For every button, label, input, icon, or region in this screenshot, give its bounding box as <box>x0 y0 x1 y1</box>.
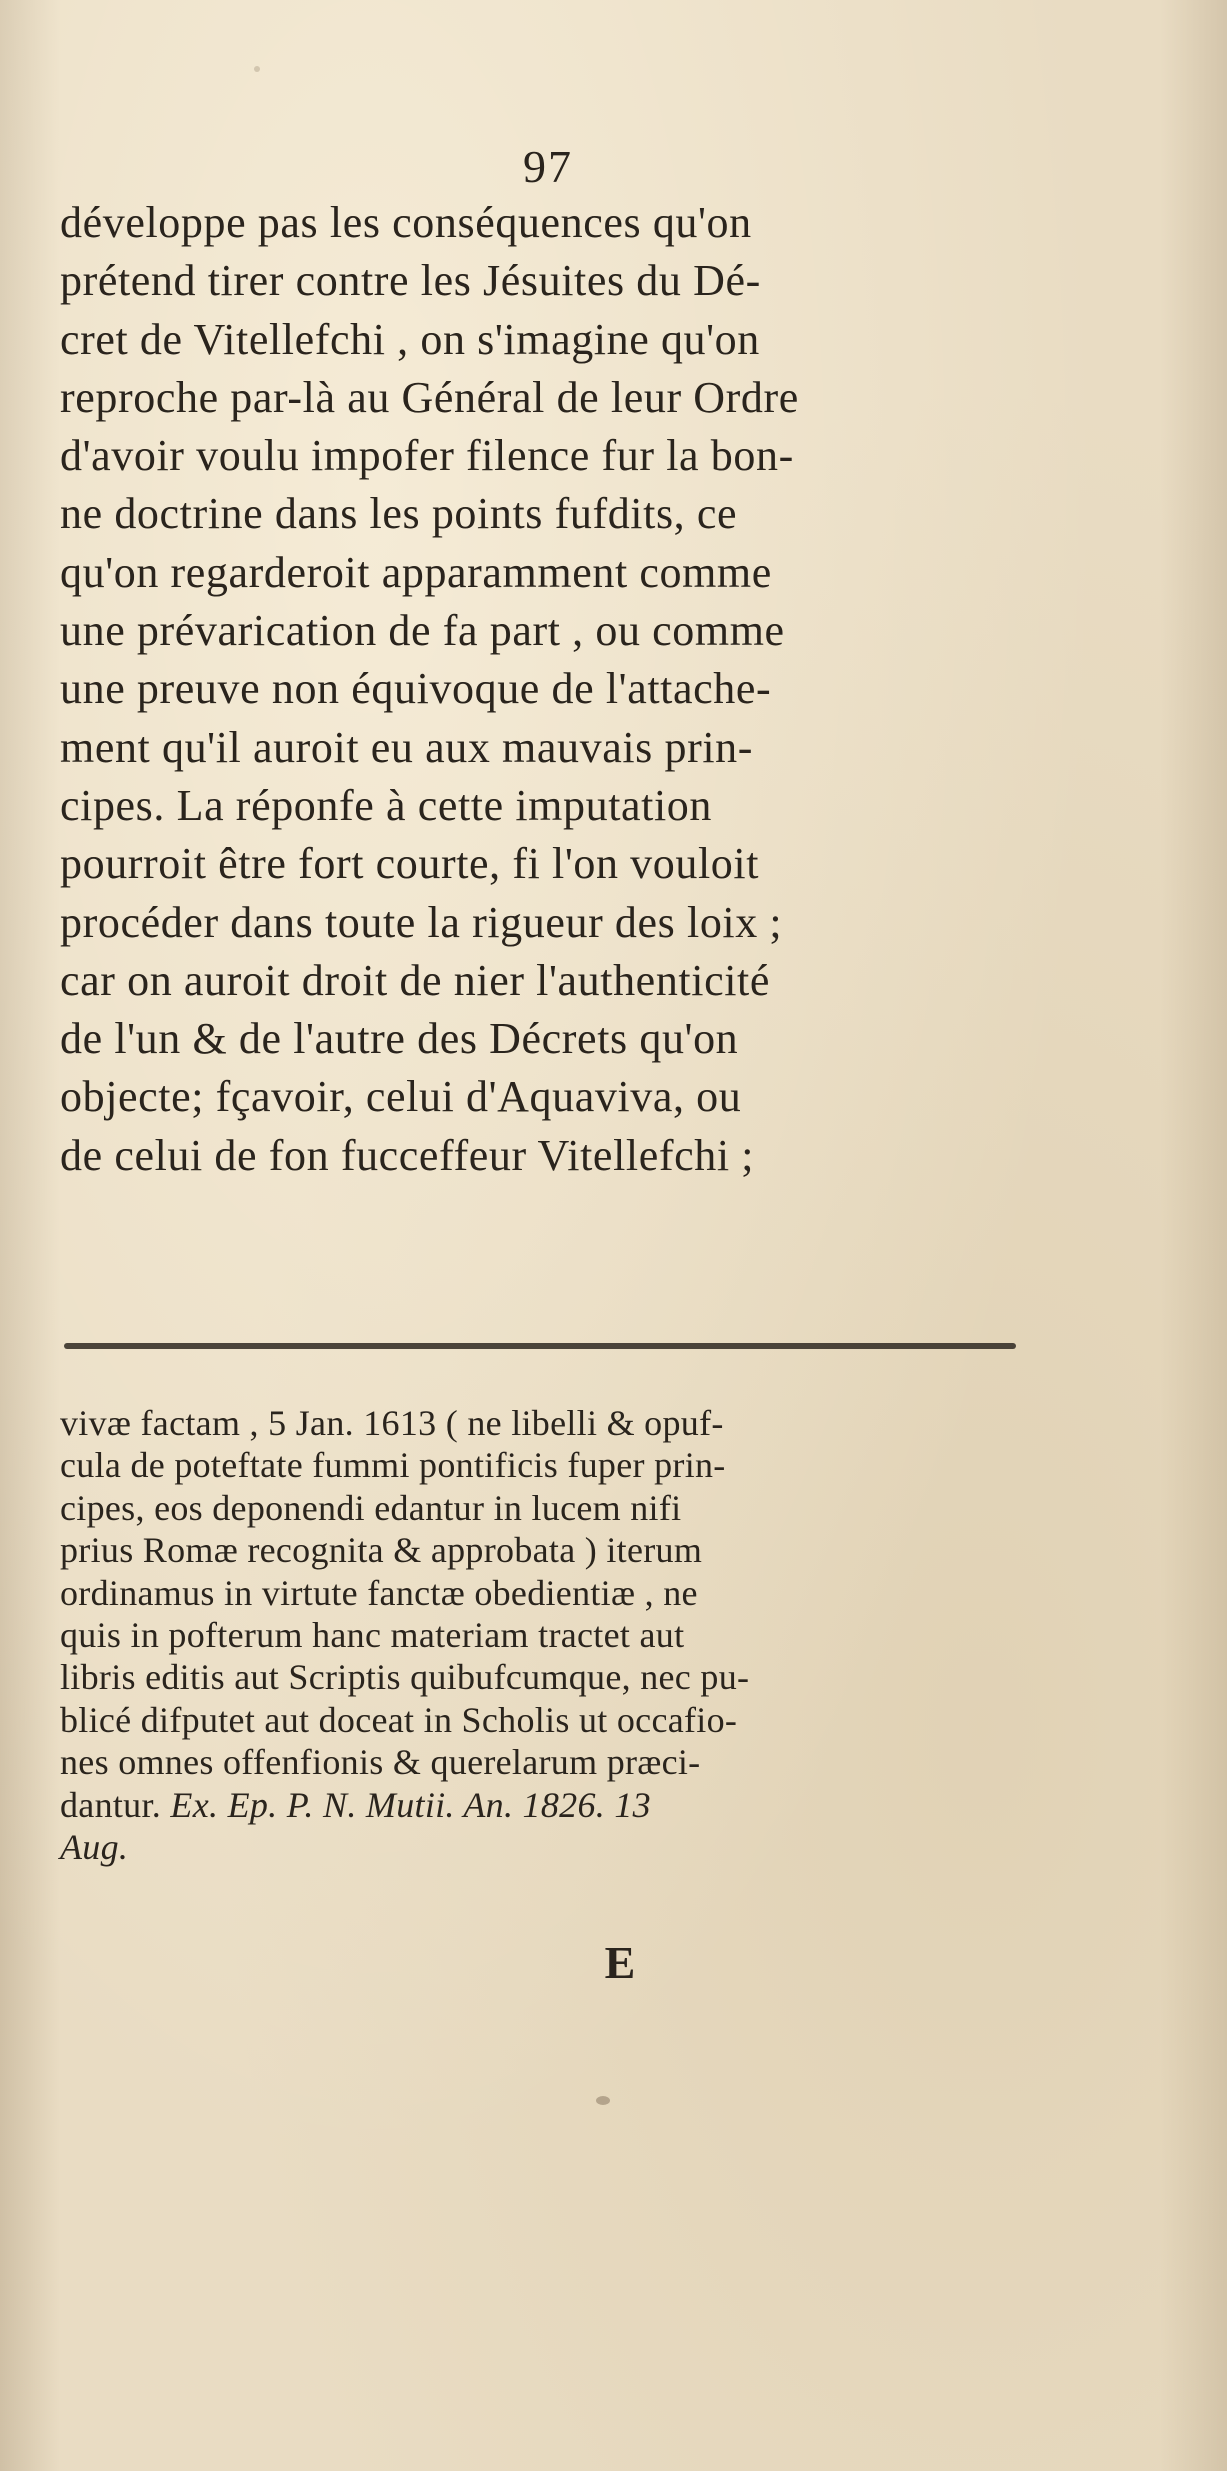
ink-spot <box>596 2096 610 2105</box>
footnote-line: nes omnes offenfionis & querelarum præci- <box>60 1742 701 1783</box>
ink-spot <box>254 66 260 72</box>
footnote-line: quis in pofterum hanc materiam tractet aut <box>60 1614 685 1655</box>
text-line: de celui de fon fucceffeur Vitellefchi ; <box>60 1130 755 1180</box>
text-line: qu'on regarderoit apparamment comme <box>60 547 772 597</box>
text-line: objecte; fçavoir, celui d'Aquaviva, ou <box>60 1072 742 1122</box>
footnote-line: cipes, eos deponendi edantur in lucem nifi <box>60 1487 682 1528</box>
footnote-line: vivæ factam , 5 Jan. 1613 ( ne libelli & opuf- <box>60 1403 724 1443</box>
footnote-citation-source: Ex. Ep. P. N. Mutii. An. 1826. 13 <box>170 1784 651 1825</box>
text-line: pourroit être fort courte, fi l'on vouloit <box>60 839 760 889</box>
text-line: cret de Vitellefchi , on s'imagine qu'on <box>60 314 760 364</box>
text-line: développe pas les conséquences qu'on <box>60 198 752 247</box>
footnote-line: libris editis aut Scriptis quibufcumque, nec pu- <box>60 1657 750 1698</box>
text-line: reproche par-là au Général de leur Ordre <box>60 372 799 422</box>
text-line: cipes. La réponfe à cette imputation <box>60 780 712 830</box>
signature-mark: E <box>604 1937 636 1988</box>
text-line: une prévarication de fa part , ou comme <box>60 606 785 656</box>
text-line: ment qu'il auroit eu aux mauvais prin- <box>60 722 754 772</box>
footnote-divider-rule <box>64 1343 1016 1349</box>
footnote-block <box>60 1402 1060 1868</box>
footnote-citation-prefix: dantur. <box>60 1784 162 1825</box>
main-text-block <box>60 194 1070 1185</box>
footnote-citation-month-text: Aug. <box>60 1826 129 1867</box>
footnote-line: ordinamus in virtute fanctæ obedientiæ , ne <box>60 1572 698 1613</box>
page-number: 97 <box>523 141 573 192</box>
text-line: d'avoir voulu impofer filence fur la bon- <box>60 431 794 481</box>
text-line: procéder dans toute la rigueur des loix ; <box>60 897 783 947</box>
footnote-line: cula de poteftate fummi pontificis fuper prin- <box>60 1445 726 1486</box>
footnote-citation-month <box>60 1826 1060 1868</box>
text-line: une preuve non équivoque de l'attache- <box>60 664 772 714</box>
text-line: ne doctrine dans les points fufdits, ce <box>60 489 738 539</box>
footnote-citation-line <box>60 1784 1060 1826</box>
text-line: prétend tirer contre les Jésuites du Dé- <box>60 256 761 306</box>
text-line: de l'un & de l'autre des Décrets qu'on <box>60 1014 739 1064</box>
footnote-line: prius Romæ recognita & approbata ) iterum <box>60 1530 703 1571</box>
footnote-line: blicé difputet aut doceat in Scholis ut occafio- <box>60 1699 738 1740</box>
text-line: car on auroit droit de nier l'authenticité <box>60 955 770 1005</box>
